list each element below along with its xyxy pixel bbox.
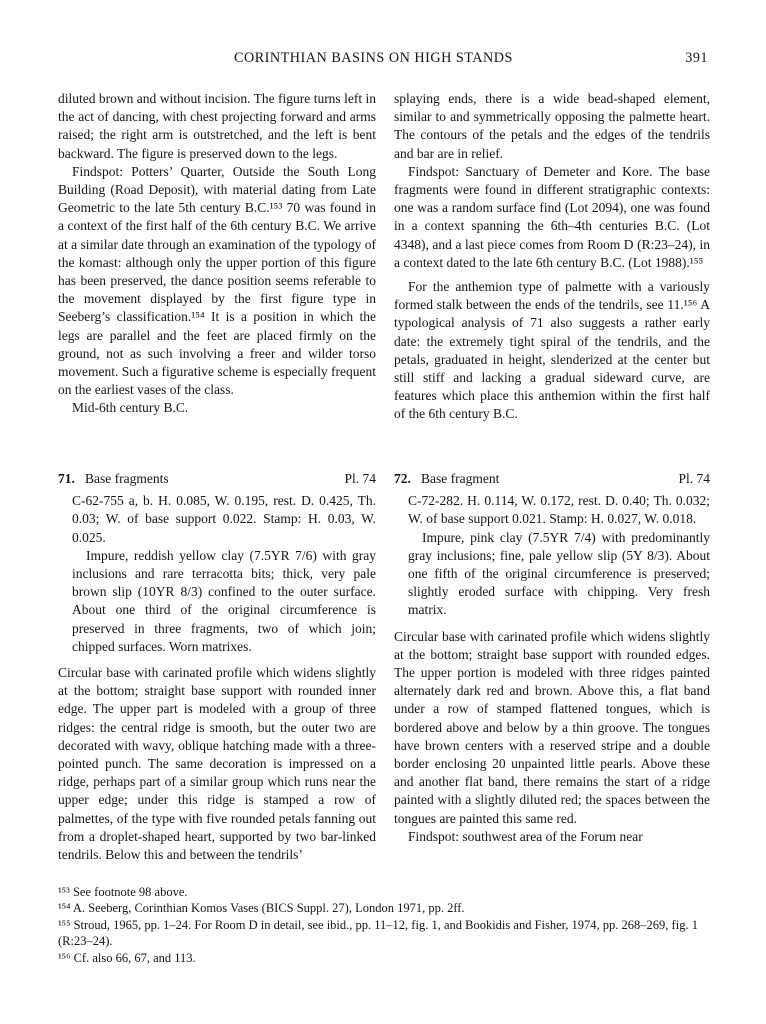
entry-specs [408, 492, 710, 619]
plate-reference: Pl. 74 [344, 471, 376, 486]
plate-reference: Pl. 74 [678, 471, 710, 486]
description-paragraph: Circular base with carinated profile which widens slightly at the bottom; straight base support with rounded inner edge. The upper part is modeled with a group of three ridges: the central ridge is smooth, but the outer two are decorated with wavy, oblique hatching made with a three-pointed punch. The same decoration is impressed on a ridge, perhaps part of a similar group which runs near the upper edge; under this ridge is stamped a row of palmettes, of the type with five rounded petals fanning out from a droplet-shaped heart, supported by two bar-linked tendrils. Below this and between the tendrils’ [58, 665, 376, 863]
footnotes [58, 884, 718, 966]
entry-title: Base fragment [421, 471, 500, 486]
footnote-155: ¹⁵⁵ Stroud, 1965, pp. 1–24. For Room D in detail, see ibid., pp. 11–12, fig. 1, and Bookidis and Fisher, 1974, pp. 268–269, fig. 1 (R:23–24). [58, 917, 698, 949]
footnote-154: ¹⁵⁴ A. Seeberg, Corinthian Komos Vases (BICS Suppl. 27), London 1971, pp. 2ff. [58, 901, 465, 916]
continued-paragraph: splaying ends, there is a wide bead-shaped element, similar to and symmetrically opposing the palmette heart. The contours of the petals and the edges of the tendrils and bar are in relief. [394, 91, 710, 161]
fabric-description: Impure, reddish yellow clay (7.5YR 7/6) with gray inclusions and rare terracotta bits; thick, very pale brown slip (10YR 8/3) confined to the outer surface. About one third of the original circumference is preserved in three fragments, two of which join; chipped surfaces. Worn matrixes. [72, 547, 376, 654]
findspot-paragraph: Findspot: Potters’ Quarter, Outside the South Long Building (Road Deposit), with material dating from Late Geometric to the late 5th century B.C.¹⁵³ 70 was found in a context of the first half of the 6th century B.C. We arrive at a similar date through an examination of the typology of the komast: although only the upper portion of this figure has been preserved, the dance position seems referable to the movement displayed by the first figure type in Seeberg’s classification.¹⁵⁴ It is a position in which the legs are parallel and the feet are placed firmly on the ground, not as such involving a freer and wilder torso movement. Such a figurative scheme is especially frequent on the earliest vases of the class. [58, 163, 376, 398]
running-header [58, 50, 708, 70]
entry-heading [58, 470, 376, 488]
findspot-paragraph: Findspot: Sanctuary of Demeter and Kore. The base fragments were found in different stratigraphic contexts: one was a random surface find (Lot 2094), one was found in a context spanning the 6th–4th centuries B.C. (Lot 4348), and a last piece comes from Room D (R:23–24), in a context dated to the late 6th century B.C. (Lot 1988).¹⁵⁵ [394, 163, 710, 270]
running-title: CORINTHIAN BASINS ON HIGH STANDS [234, 50, 513, 66]
continued-paragraph: diluted brown and without incision. The figure turns left in the act of dancing, with chest projecting forward and arms raised; the right arm is outstretched, and the left is bent backward. The figure is preserved down to the legs. [58, 91, 376, 161]
discussion-paragraph: For the anthemion type of palmette with a variously formed stalk between the ends of the tendrils, see 11.¹⁵⁶ A typological analysis of 71 also suggests a rather early date: the extremely tight spiral of the tendrils, and the petals, graduated in height, slenderized at the center but still stiff and lacking a gradual sideward curve, are features which place this anthemion within the first half of the 6th century B.C. [394, 279, 710, 422]
date-line: Mid-6th century B.C. [72, 400, 189, 416]
footnote-153: ¹⁵³ See footnote 98 above. [58, 885, 188, 899]
entry-heading [394, 470, 710, 488]
description-paragraph: Circular base with carinated profile which widens slightly at the bottom; straight base support with rounded edges. The upper portion is modeled with three ridges painted alternately dark red and brown. Above this, a flat band under a row of stamped flattened tongues, which is bordered above and below by a thin groove. The tongues have brown centers with a reserved stripe and a double border enclosing 20 unpainted little pearls. Above these and another flat band, there remains the start of a ridge painted with a slightly diluted red; the spaces between the tongues are painted this same red. [394, 628, 710, 826]
entry-number: 72. [394, 471, 411, 486]
entry-specs [72, 492, 376, 656]
findspot-paragraph: Findspot: southwest area of the Forum near [408, 828, 643, 844]
inventory-measurements: C-72-282. H. 0.114, W. 0.172, rest. D. 0.40; Th. 0.032; W. of base support 0.021. Stamp: H. 0.027, W. 0.018. [408, 493, 710, 527]
footnote-156: ¹⁵⁶ Cf. also 66, 67, and 113. [58, 950, 196, 965]
page-number: 391 [685, 50, 708, 66]
entry-title: Base fragments [85, 471, 169, 486]
fabric-description: Impure, pink clay (7.5YR 7/4) with predominantly gray inclusions; fine, pale yellow slip (5Y 8/3). About one fifth of the original circumference is preserved; slightly eroded surface with chipping. Very fresh matrix. [408, 529, 710, 618]
right-column-top [394, 90, 710, 424]
left-column-top [58, 90, 376, 418]
catalog-entry-71 [58, 470, 376, 864]
entry-number: 71. [58, 471, 75, 486]
inventory-measurements: C-62-755 a, b. H. 0.085, W. 0.195, rest. D. 0.425, Th. 0.03; W. of base support 0.022. Stamp: H. 0.03, W. 0.025. [72, 493, 376, 545]
catalog-entry-72 [394, 470, 710, 846]
